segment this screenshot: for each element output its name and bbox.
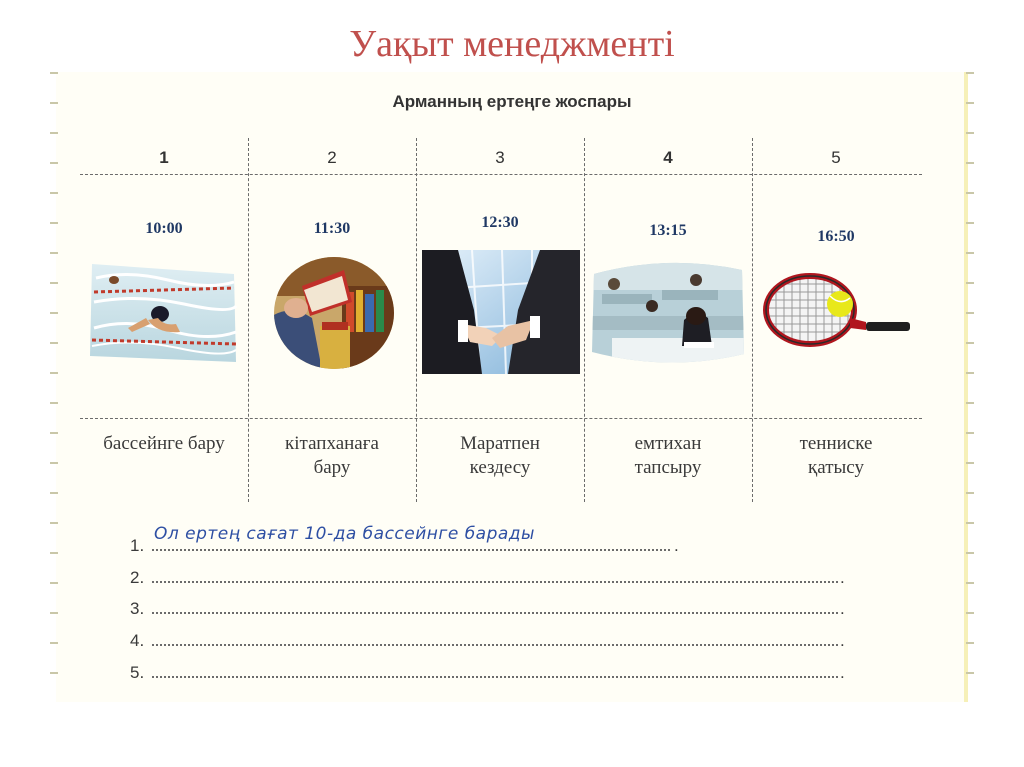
handshake-image	[422, 250, 580, 374]
time-label: 12:30	[481, 214, 519, 231]
slide-title: Уақыт менеджменті	[349, 23, 675, 65]
schedule-column-3	[416, 138, 584, 502]
answer-period: .	[840, 568, 845, 587]
answer-period: .	[840, 631, 845, 650]
answer-period: .	[840, 663, 845, 682]
caption: емтихан тапсыру	[634, 433, 702, 478]
answer-dotted-line	[152, 549, 670, 551]
answer-number: 3.	[130, 599, 145, 618]
column-number: 1	[159, 148, 169, 167]
handwritten-answer: Ол ертең сағат 10-да бассейнге барады	[154, 524, 535, 544]
column-number: 3	[495, 148, 505, 167]
answer-line-3	[130, 593, 850, 623]
left-margin-marks	[50, 72, 58, 702]
answer-dotted-line	[152, 676, 838, 678]
caption: Маратпен кездесу	[460, 433, 540, 478]
time-label: 10:00	[145, 220, 183, 237]
answer-line-4	[130, 625, 850, 655]
schedule-column-5	[752, 138, 920, 502]
caption: бассейнге бару	[103, 433, 225, 454]
answer-line-1	[130, 524, 850, 560]
time-label: 13:15	[649, 222, 687, 239]
schedule-column-1	[80, 138, 248, 502]
answer-number: 1.	[130, 536, 145, 555]
answer-period: .	[840, 599, 845, 618]
schedule-column-4	[584, 138, 752, 502]
answer-line-2	[130, 562, 850, 592]
answer-line-5	[130, 657, 850, 687]
schedule-table	[80, 138, 922, 502]
answer-dotted-line	[152, 612, 838, 614]
time-label: 11:30	[313, 220, 351, 237]
answer-period: .	[674, 536, 679, 555]
schedule-column-2	[248, 138, 416, 502]
right-margin-marks	[966, 72, 974, 702]
tennis-racket-image	[762, 266, 912, 358]
caption: тенниске қатысу	[799, 433, 873, 478]
exam-classroom-image	[592, 260, 744, 366]
time-label: 16:50	[817, 228, 855, 245]
swimmer-image	[88, 258, 238, 368]
answer-number: 5.	[130, 663, 145, 682]
answer-dotted-line	[152, 581, 838, 583]
worksheet-page	[50, 72, 974, 702]
answer-number: 2.	[130, 568, 145, 587]
column-number: 5	[831, 148, 841, 167]
column-number: 4	[663, 148, 673, 167]
answer-dotted-line	[152, 644, 838, 646]
column-number: 2	[327, 148, 337, 167]
library-books-image	[272, 256, 396, 370]
answer-number: 4.	[130, 631, 145, 650]
caption: кітапханаға бару	[285, 433, 379, 478]
worksheet-title: Арманның ертеңге жоспары	[392, 92, 632, 111]
